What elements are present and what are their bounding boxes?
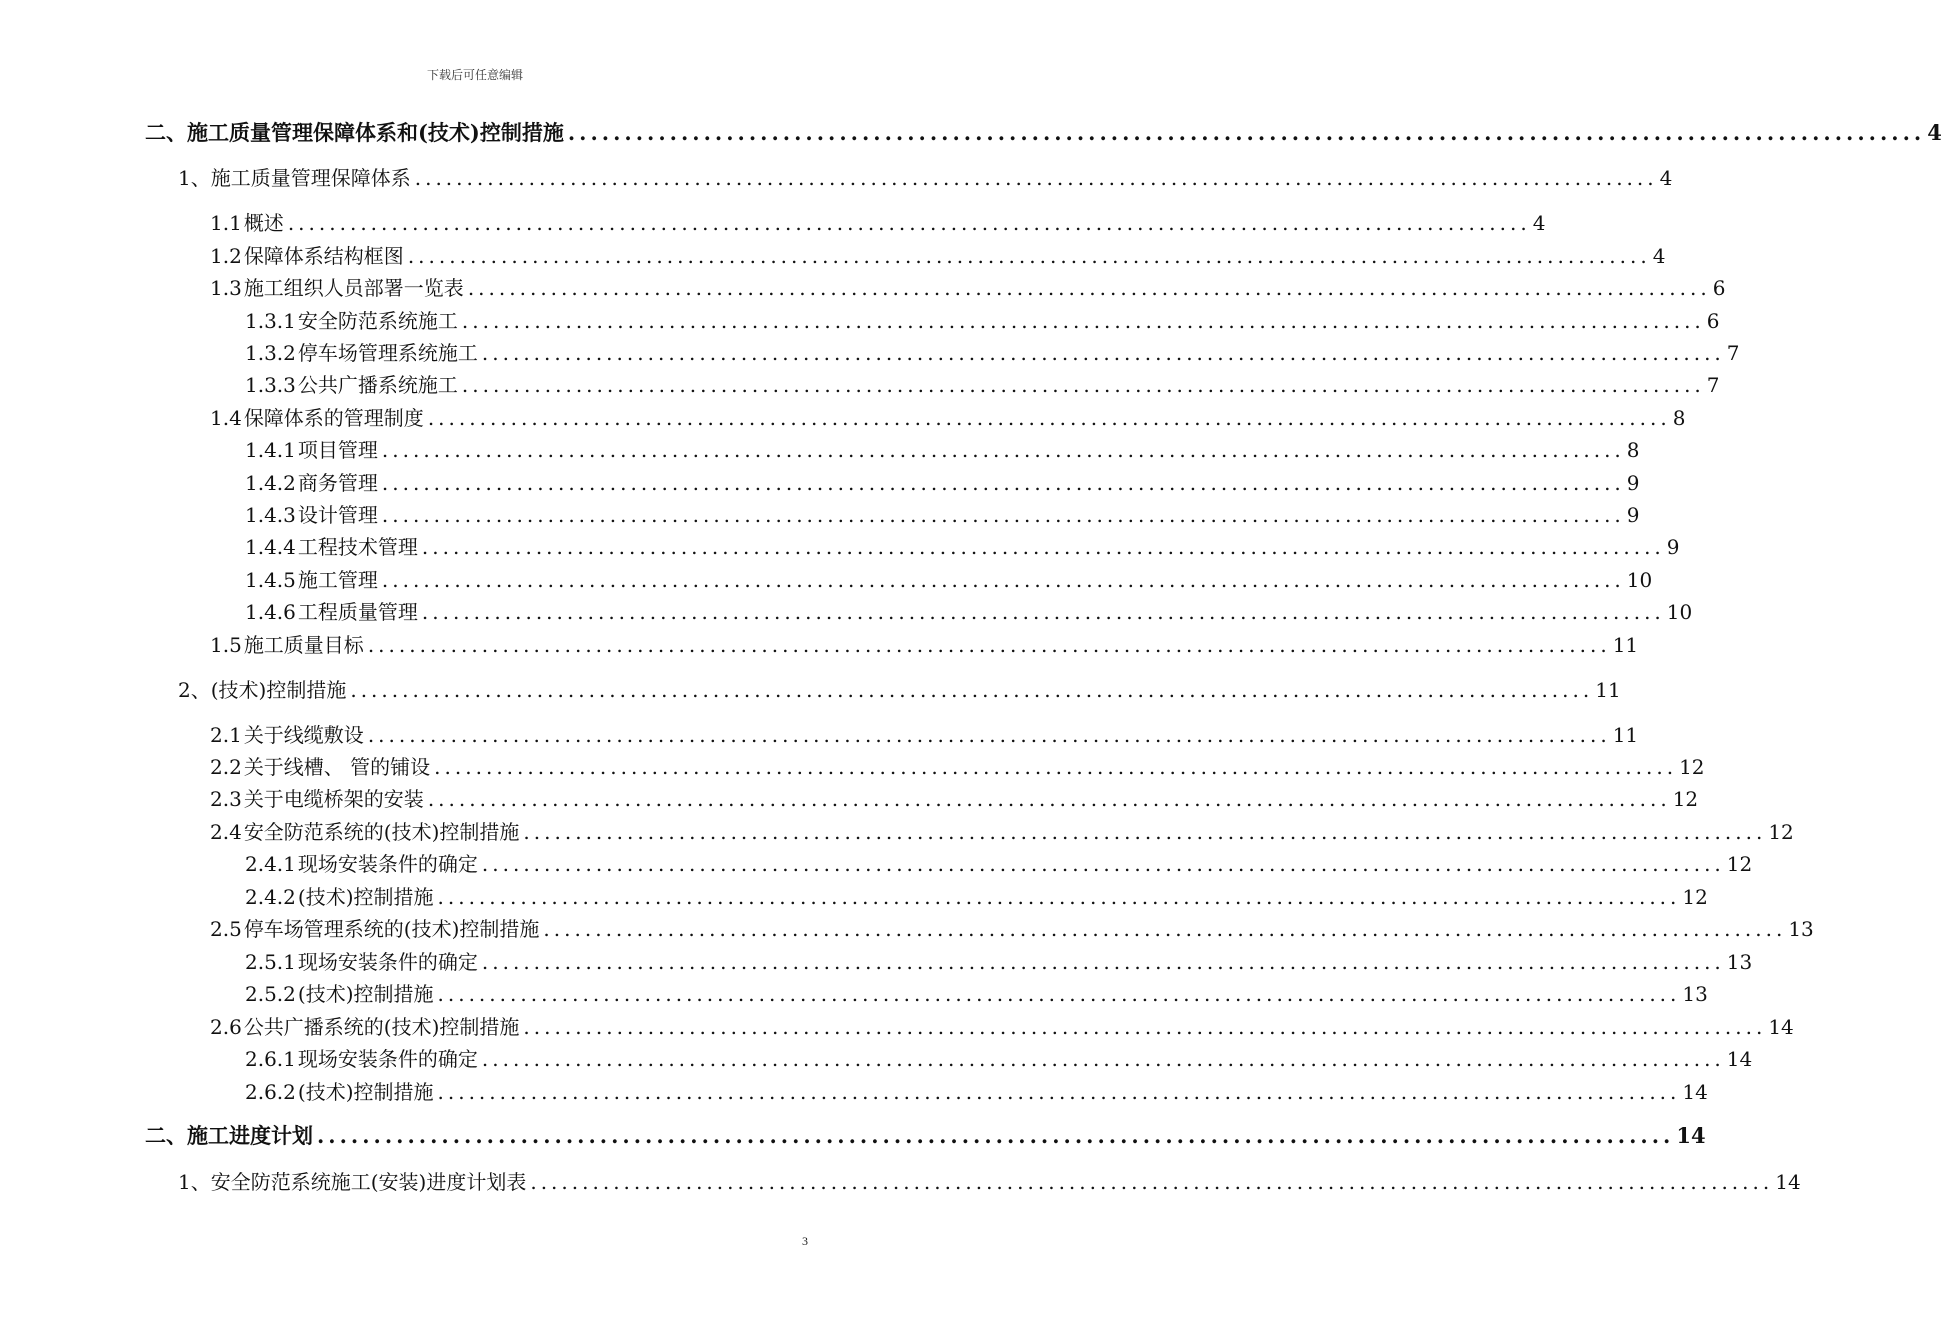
toc-entry-title: 设计管理 xyxy=(297,503,378,527)
toc-entry[interactable] xyxy=(245,848,1753,877)
toc-entry-number: 1.4.4 xyxy=(245,535,296,559)
toc-entry-number: 1.2 xyxy=(210,244,242,268)
toc-entry-title: 施工组织人员部署一览表 xyxy=(243,276,464,300)
toc-entry-number: 1.4.3 xyxy=(245,503,296,527)
toc-dot-leader: ........................................................................................................................ xyxy=(317,1123,1675,1148)
toc-dot-leader: ........................................................................................................................ xyxy=(421,535,1665,559)
toc-entry[interactable] xyxy=(245,369,1720,398)
toc-entry[interactable] xyxy=(210,719,1639,748)
toc-entry-number: 2.5 xyxy=(210,917,242,941)
toc-entry[interactable] xyxy=(245,337,1740,366)
toc-entry[interactable] xyxy=(210,207,1546,236)
toc-entry-title: 工程技术管理 xyxy=(297,535,418,559)
toc-dot-leader: ........................................................................................................................ xyxy=(381,438,1625,462)
toc-entry[interactable] xyxy=(245,946,1753,975)
toc-dot-leader: ........................................................................................................................ xyxy=(437,982,1681,1006)
toc-dot-leader: ........................................................................................................................ xyxy=(543,917,1787,941)
toc-entry-title: (技术)控制措施 xyxy=(297,982,434,1006)
toc-dot-leader: ........................................................................................................................ xyxy=(437,885,1681,909)
toc-entry[interactable] xyxy=(245,1076,1708,1105)
toc-entry-page: 14 xyxy=(1768,1015,1794,1039)
toc-entry[interactable] xyxy=(245,467,1640,496)
toc-entry-number: 2.6 xyxy=(210,1015,242,1039)
toc-entry-title: 概述 xyxy=(243,211,284,235)
toc-entry-title: (技术)控制措施 xyxy=(210,678,347,702)
toc-entry-number: 1、 xyxy=(178,166,211,190)
toc-entry[interactable] xyxy=(145,1120,1706,1150)
toc-entry-number: 1.4.1 xyxy=(245,438,296,462)
toc-dot-leader: ........................................................................................................................ xyxy=(481,852,1725,876)
toc-dot-leader: ........................................................................................................................ xyxy=(567,120,1926,145)
toc-entry-title: 安全防范系统施工 xyxy=(297,309,458,333)
toc-entry[interactable] xyxy=(245,499,1640,528)
toc-dot-leader: ........................................................................................................................ xyxy=(381,503,1625,527)
toc-dot-leader: ........................................................................................................................ xyxy=(427,787,1671,811)
toc-entry-page: 8 xyxy=(1672,406,1686,430)
toc-entry-number: 1.3 xyxy=(210,276,242,300)
toc-entry-number: 1.3.1 xyxy=(245,309,296,333)
toc-entry-title: 停车场管理系统施工 xyxy=(297,341,478,365)
toc-entry[interactable] xyxy=(245,564,1653,593)
toc-entry[interactable] xyxy=(245,305,1720,334)
toc-entry-page: 7 xyxy=(1706,373,1720,397)
toc-entry-number: 1.5 xyxy=(210,633,242,657)
toc-entry-number: 2.2 xyxy=(210,755,242,779)
toc-entry-number: 2.4.2 xyxy=(245,885,296,909)
toc-entry[interactable] xyxy=(210,816,1794,845)
toc-dot-leader: ........................................................................................................................ xyxy=(407,244,1651,268)
toc-entry-number: 2、 xyxy=(178,678,211,702)
toc-entry-page: 10 xyxy=(1626,568,1653,592)
toc-entry-title: 保障体系的管理制度 xyxy=(243,406,424,430)
toc-entry[interactable] xyxy=(245,978,1708,1007)
toc-entry[interactable] xyxy=(245,596,1693,625)
toc-entry-title: 项目管理 xyxy=(297,438,378,462)
toc-entry-page: 12 xyxy=(1682,885,1708,909)
toc-entry[interactable] xyxy=(178,162,1673,191)
toc-dot-leader: ........................................................................................................................ xyxy=(530,1170,1774,1194)
toc-entry-number: 二、 xyxy=(145,120,187,145)
toc-entry-page: 4 xyxy=(1927,120,1942,145)
toc-entry-number: 二、 xyxy=(145,1123,187,1148)
toc-entry-number: 2.1 xyxy=(210,723,242,747)
toc-entry[interactable] xyxy=(210,913,1814,942)
toc-entry[interactable] xyxy=(178,1166,1801,1195)
toc-dot-leader: ........................................................................................................................ xyxy=(434,755,1678,779)
toc-entry[interactable] xyxy=(245,434,1640,463)
toc-entry-number: 1.1 xyxy=(210,211,242,235)
toc-entry-number: 2.4 xyxy=(210,820,242,844)
toc-entry-title: 施工质量管理保障体系 xyxy=(210,166,411,190)
toc-entry-page: 13 xyxy=(1682,982,1708,1006)
toc-dot-leader: ........................................................................................................................ xyxy=(381,471,1625,495)
toc-entry-title: 关于线槽、 管的铺设 xyxy=(243,755,431,779)
toc-entry-page: 8 xyxy=(1626,438,1640,462)
toc-entry-page: 9 xyxy=(1626,503,1640,527)
toc-entry-number: 1.4.2 xyxy=(245,471,296,495)
toc-entry[interactable] xyxy=(245,1043,1753,1072)
toc-entry-page: 4 xyxy=(1659,166,1673,190)
toc-dot-leader: ........................................................................................................................ xyxy=(414,166,1658,190)
toc-entry-page: 14 xyxy=(1726,1047,1753,1071)
toc-entry-number: 1.3.3 xyxy=(245,373,296,397)
toc-entry-page: 4 xyxy=(1532,211,1546,235)
toc-entry-page: 10 xyxy=(1666,600,1693,624)
toc-entry-title: 安全防范系统的(技术)控制措施 xyxy=(243,820,520,844)
toc-entry-page: 9 xyxy=(1666,535,1680,559)
toc-entry-title: 施工质量目标 xyxy=(243,633,364,657)
toc-entry-page: 11 xyxy=(1612,723,1639,747)
toc-dot-leader: ........................................................................................................................ xyxy=(523,820,1767,844)
toc-entry-page: 11 xyxy=(1595,678,1621,702)
toc-dot-leader: ........................................................................................................................ xyxy=(367,633,1611,657)
toc-entry-page: 12 xyxy=(1768,820,1794,844)
toc-entry-title: 施工质量管理保障体系和(技术)控制措施 xyxy=(187,120,564,145)
toc-entry-number: 2.5.2 xyxy=(245,982,296,1006)
toc-dot-leader: ........................................................................................................................ xyxy=(461,373,1705,397)
toc-entry-title: 现场安装条件的确定 xyxy=(297,852,478,876)
toc-entry-number: 1.4.5 xyxy=(245,568,296,592)
toc-dot-leader: ........................................................................................................................ xyxy=(437,1080,1681,1104)
toc-dot-leader: ........................................................................................................................ xyxy=(427,406,1671,430)
toc-entry-number: 2.6.1 xyxy=(245,1047,296,1071)
toc-entry-page: 14 xyxy=(1775,1170,1801,1194)
toc-entry-page: 14 xyxy=(1676,1123,1706,1148)
toc-entry-page: 6 xyxy=(1706,309,1720,333)
toc-entry-title: 公共广播系统施工 xyxy=(297,373,458,397)
toc-entry-page: 12 xyxy=(1672,787,1699,811)
toc-entry[interactable] xyxy=(210,629,1639,658)
toc-entry[interactable] xyxy=(210,783,1699,812)
toc-entry-page: 12 xyxy=(1679,755,1705,779)
toc-entry[interactable] xyxy=(245,881,1708,910)
toc-dot-leader: ........................................................................................................................ xyxy=(421,600,1665,624)
toc-entry-number: 2.3 xyxy=(210,787,242,811)
toc-entry-page: 9 xyxy=(1626,471,1640,495)
toc-entry[interactable] xyxy=(245,531,1680,560)
toc-dot-leader: ........................................................................................................................ xyxy=(461,309,1705,333)
page-header: 下载后可任意编辑 xyxy=(426,68,523,82)
toc-entry-title: 停车场管理系统的(技术)控制措施 xyxy=(243,917,540,941)
toc-entry-title: 施工进度计划 xyxy=(187,1123,313,1148)
toc-entry-page: 11 xyxy=(1612,633,1639,657)
toc-entry-number: 2.5.1 xyxy=(245,950,296,974)
toc-entry-title: 保障体系结构框图 xyxy=(243,244,404,268)
toc-entry-number: 1.4.6 xyxy=(245,600,296,624)
toc-entry-title: 安全防范系统施工(安装)进度计划表 xyxy=(210,1170,527,1194)
toc-entry-title: 关于电缆桥架的安装 xyxy=(243,787,424,811)
toc-entry[interactable] xyxy=(145,117,1942,147)
toc-dot-leader: ........................................................................................................................ xyxy=(367,723,1611,747)
toc-dot-leader: ........................................................................................................................ xyxy=(381,568,1625,592)
toc-entry-number: 1.3.2 xyxy=(245,341,296,365)
page-number: 3 xyxy=(802,1234,808,1248)
toc-entry-title: 现场安装条件的确定 xyxy=(297,950,478,974)
toc-entry-page: 14 xyxy=(1682,1080,1708,1104)
toc-entry-page: 6 xyxy=(1712,276,1726,300)
toc-dot-leader: ........................................................................................................................ xyxy=(287,211,1531,235)
toc-dot-leader: ........................................................................................................................ xyxy=(481,341,1725,365)
toc-entry[interactable] xyxy=(210,402,1686,431)
toc-entry-title: 商务管理 xyxy=(297,471,378,495)
toc-entry-title: 工程质量管理 xyxy=(297,600,418,624)
toc-entry[interactable] xyxy=(210,1011,1794,1040)
toc-dot-leader: ........................................................................................................................ xyxy=(350,678,1594,702)
toc-entry-page: 12 xyxy=(1726,852,1753,876)
toc-entry-title: 施工管理 xyxy=(297,568,378,592)
toc-dot-leader: ........................................................................................................................ xyxy=(523,1015,1767,1039)
toc-dot-leader: ........................................................................................................................ xyxy=(467,276,1711,300)
toc-entry-number: 2.4.1 xyxy=(245,852,296,876)
toc-entry-title: (技术)控制措施 xyxy=(297,885,434,909)
toc-entry-page: 13 xyxy=(1788,917,1814,941)
toc-entry-number: 1、 xyxy=(178,1170,211,1194)
toc-entry[interactable] xyxy=(210,240,1666,269)
toc-entry[interactable] xyxy=(178,674,1621,703)
toc-entry-title: 公共广播系统的(技术)控制措施 xyxy=(243,1015,520,1039)
toc-entry-page: 7 xyxy=(1726,341,1740,365)
toc-entry-title: 现场安装条件的确定 xyxy=(297,1047,478,1071)
toc-entry-title: 关于线缆敷设 xyxy=(243,723,364,747)
toc-dot-leader: ........................................................................................................................ xyxy=(481,1047,1725,1071)
toc-dot-leader: ........................................................................................................................ xyxy=(481,950,1725,974)
toc-entry[interactable] xyxy=(210,751,1705,780)
toc-entry-page: 4 xyxy=(1652,244,1666,268)
toc-entry-number: 2.6.2 xyxy=(245,1080,296,1104)
toc-entry-title: (技术)控制措施 xyxy=(297,1080,434,1104)
toc-entry[interactable] xyxy=(210,272,1726,301)
toc-entry-number: 1.4 xyxy=(210,406,242,430)
toc-entry-page: 13 xyxy=(1726,950,1753,974)
